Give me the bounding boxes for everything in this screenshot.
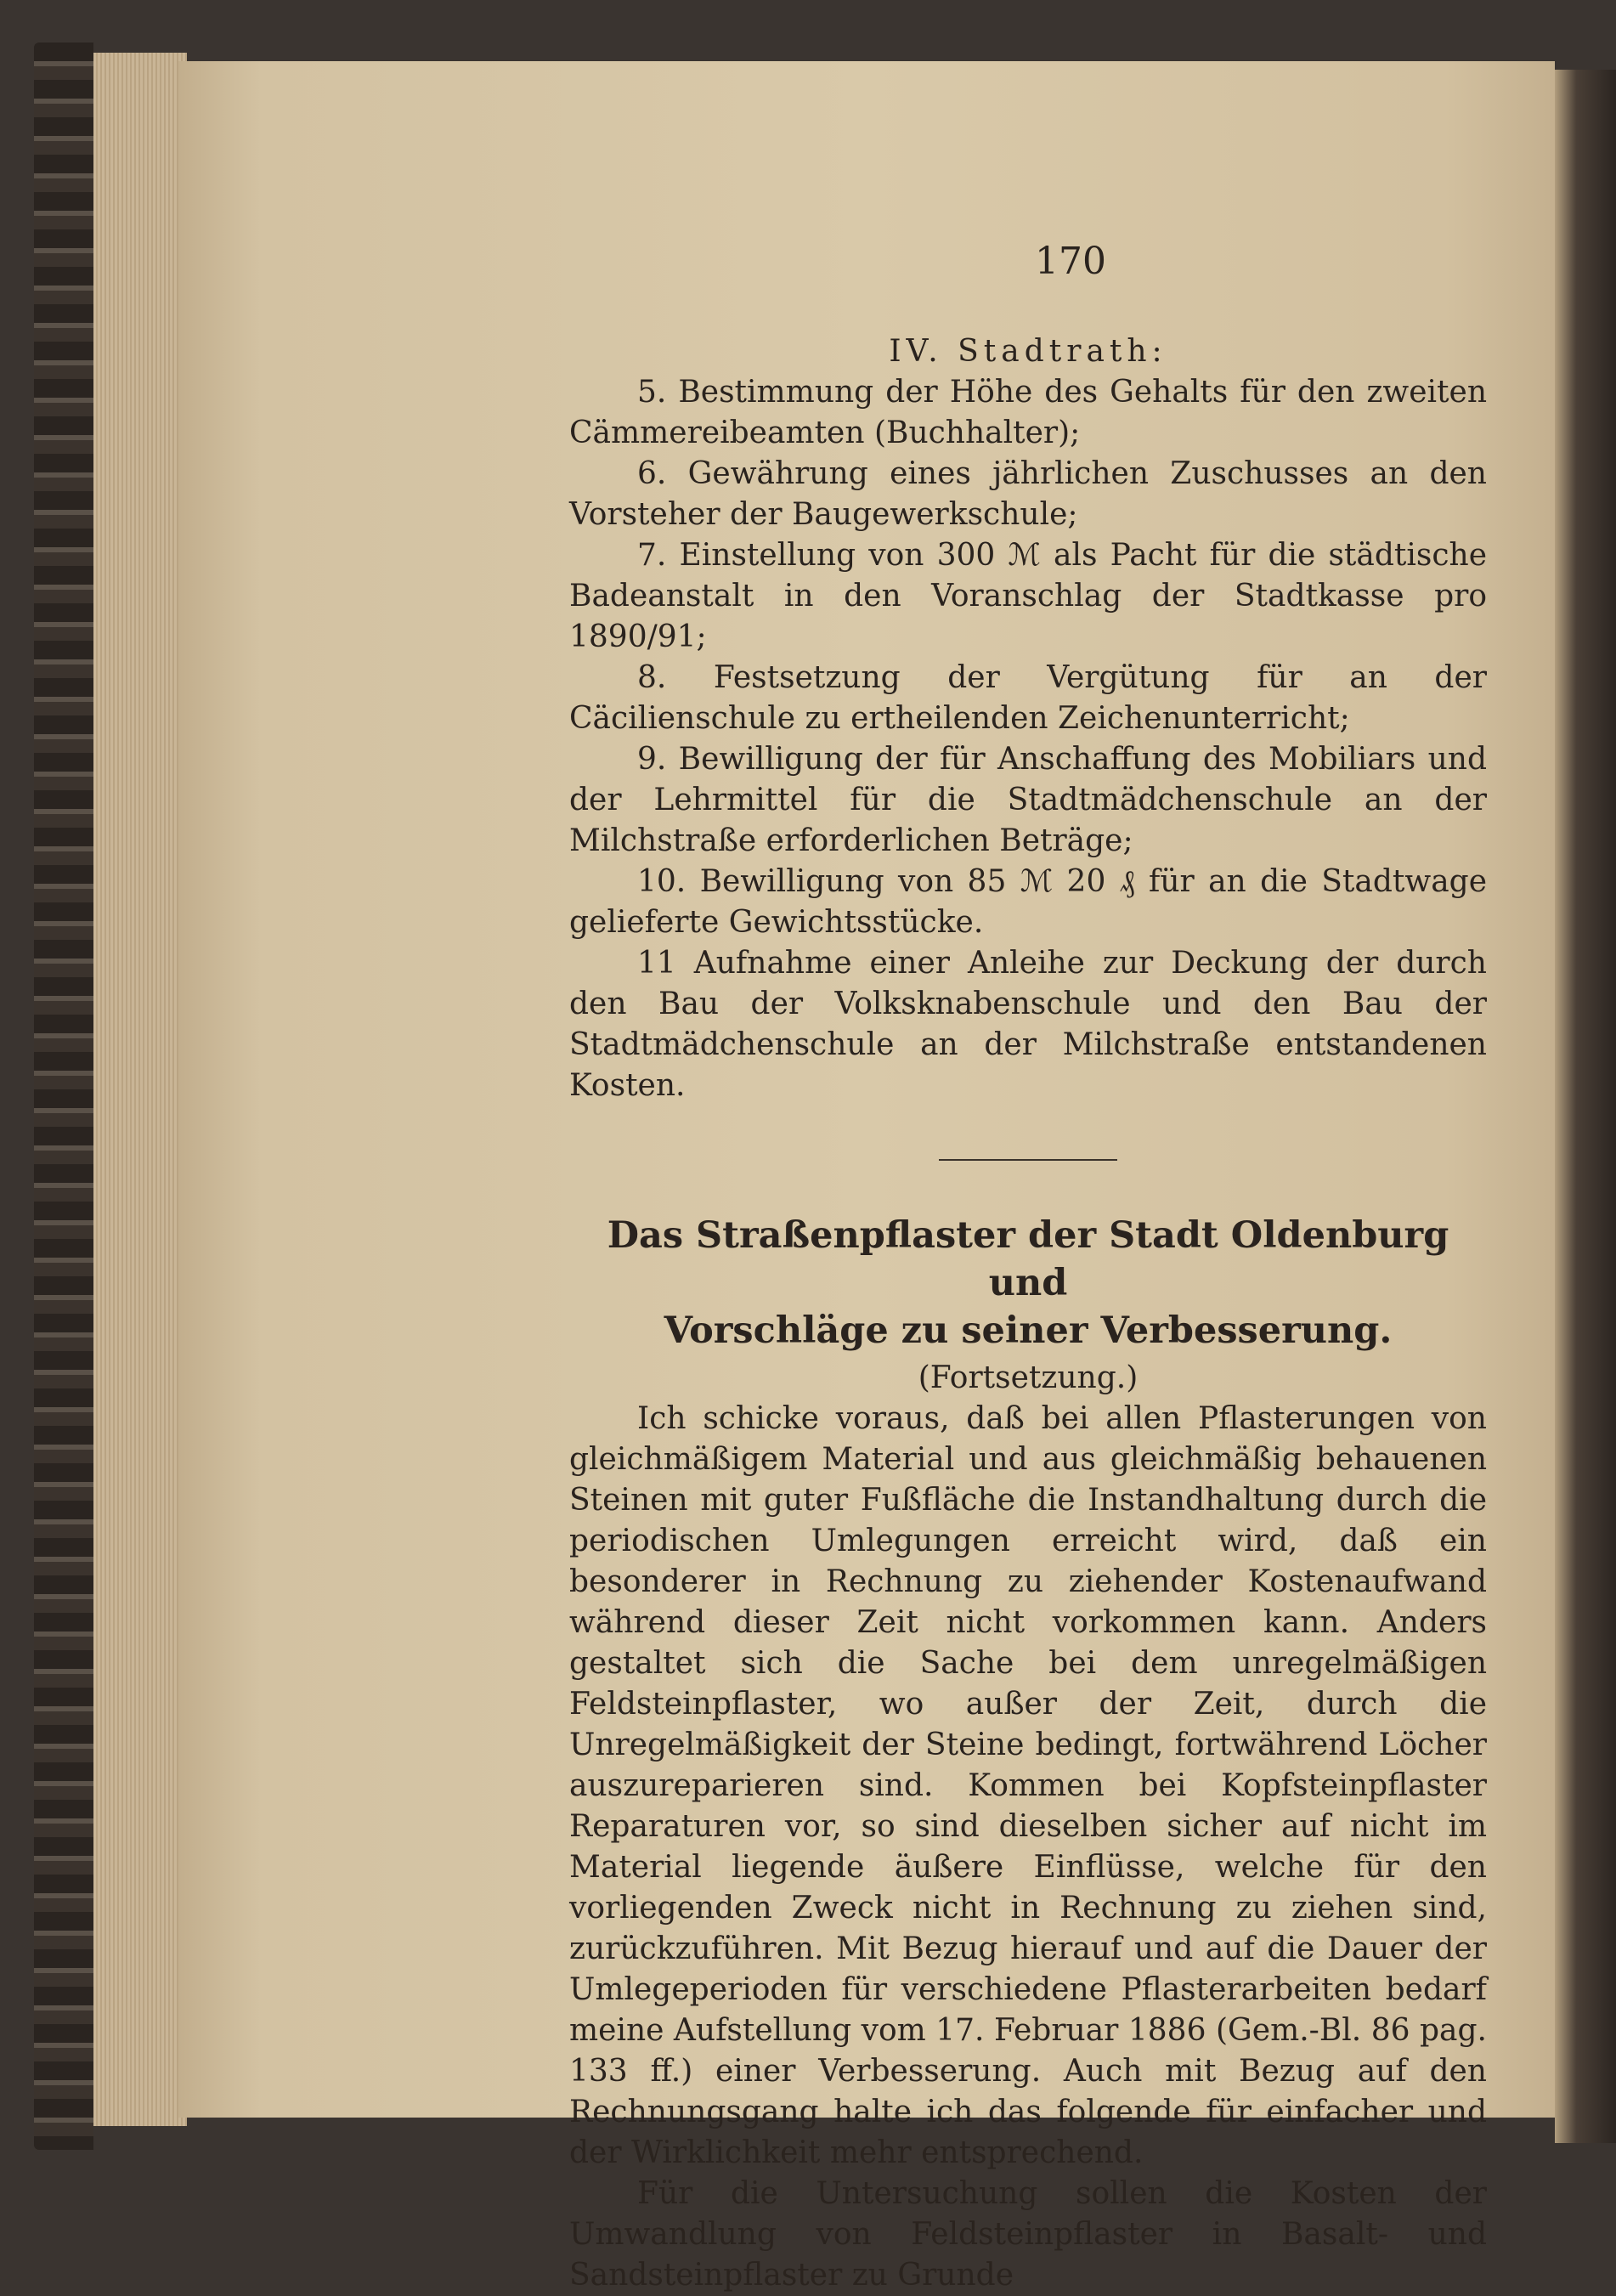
list-item: 9. Bewilligung der für Anschaffung des Mobiliars und der Lehrmittel für die Stadtmädchenschule an der Milchstraße erforderlichen Beträge; — [569, 742, 1487, 858]
list-item: 10. Bewilligung von 85 ℳ 20 ₰ für an die Stadtwage gelieferte Gewichtsstücke. — [569, 864, 1487, 940]
article-subtitle: (Fortsetzung.) — [918, 1360, 1139, 1395]
section-heading: IV. Stadtrath: — [889, 334, 1167, 369]
list-item: 11 Aufnahme einer Anleihe zur Deckung der durch den Bau der Volksknabenschule und den Bau der Stadtmädchenschule an der Milchstraße entstandenen Kosten. — [569, 946, 1487, 1103]
divider-rule — [939, 1159, 1117, 1161]
book-cover-left — [34, 42, 93, 2150]
list-item: 8. Festsetzung der Vergütung für an der Cäcilienschule zu ertheilenden Zeichenunterricht; — [569, 660, 1487, 736]
list-item: 7. Einstellung von 300 ℳ als Pacht für die städtische Badeanstalt in den Voranschlag der Stadtkasse pro 1890/91; — [569, 538, 1487, 654]
page-edges — [93, 53, 187, 2126]
page-text — [569, 246, 1487, 2296]
article-title-line1: Das Straßenpflaster der Stadt Oldenburg und — [607, 1214, 1449, 1304]
article-paragraph: Ich schicke voraus, daß bei allen Pflasterungen von gleichmäßigem Material und aus gleichmäßig behauenen Steinen mit guter Fußfläche die Instandhaltung durch die periodischen Umlegungen erreicht wird, daß ein besonderer in Rechnung zu ziehender Kostenaufwand während dieser Zeit nicht vorkommen kann. Anders gestaltet sich die Sache bei dem unregelmäßigen Feldsteinpflaster, wo außer der Zeit, durch die Unregelmäßigkeit der Steine bedingt, fortwährend Löcher auszureparieren sind. Kommen bei Kopfsteinpflaster Reparaturen vor, so sind dieselben sicher auf nicht im Material liegende äußere Einflüsse, welche für den vorliegenden Zweck nicht in Rechnung zu ziehen sind, zurückzuführen. Mit Bezug hierauf und auf die Dauer der Umlegeperioden für verschiedene Pflasterarbeiten bedarf meine Aufstellung vom 17. Februar 1886 (Gem.-Bl. 86 pag. 133 ff.) einer Verbesserung. Auch mit Bezug auf den Rechnungsgang halte ich das folgende für einfacher und der Wirklichkeit mehr entsprechend. — [569, 1401, 1487, 2170]
list-item: 6. Gewährung eines jährlichen Zuschusses an den Vorsteher der Baugewerkschule; — [569, 456, 1487, 532]
article-paragraph: Für die Untersuchung sollen die Kosten der Umwandlung von Feldsteinpflaster in Basalt- und Sandsteinpflaster zu Grunde — [569, 2176, 1487, 2293]
list-item: 5. Bestimmung der Höhe des Gehalts für den zweiten Cämmereibeamten (Buchhalter); — [569, 375, 1487, 450]
page-number: 170 — [1035, 240, 1106, 283]
article-title-line2: Vorschläge zu seiner Verbesserung. — [664, 1309, 1393, 1352]
book-cover-right — [1555, 70, 1616, 2143]
